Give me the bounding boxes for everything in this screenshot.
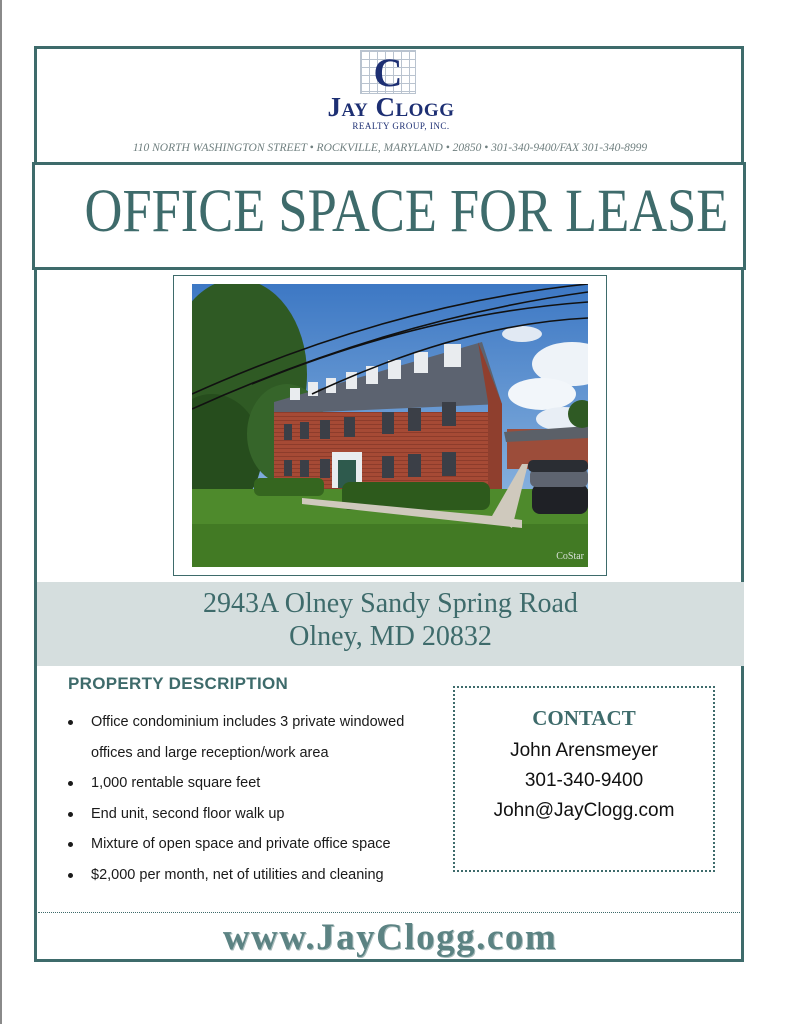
property-address-street: 2943A Olney Sandy Spring Road	[203, 588, 578, 619]
page-edge	[0, 0, 2, 1024]
bullet-icon	[68, 812, 73, 817]
list-item	[68, 860, 448, 891]
contact-name: John Arensmeyer	[510, 740, 658, 761]
contact-heading: CONTACT	[532, 706, 636, 730]
building-photo	[192, 284, 588, 567]
contact-email[interactable]: John@JayClogg.com	[493, 800, 675, 821]
contact-phone[interactable]: 301-340-9400	[524, 770, 644, 791]
photo-frame	[173, 275, 607, 576]
list-item-text: $2,000 per month, net of utilities and cleaning	[91, 866, 384, 883]
list-item-text: Mixture of open space and private office space	[91, 836, 391, 852]
bullet-icon	[68, 842, 73, 847]
title-banner	[32, 162, 746, 270]
bullet-icon	[68, 720, 73, 725]
footer-divider	[38, 912, 742, 913]
list-item	[68, 768, 448, 799]
logo-grid-mark	[360, 50, 416, 94]
list-item-text: End unit, second floor walk up	[91, 805, 285, 822]
address-band	[37, 582, 744, 666]
company-logo	[296, 50, 486, 134]
company-name: Jay Clogg	[327, 92, 455, 122]
list-item-text: Office condominium includes 3 private windowed	[91, 714, 405, 730]
page-title: OFFICE SPACE FOR LEASE	[84, 178, 729, 245]
contact-box	[453, 686, 715, 872]
list-item-text: offices and large reception/work area	[91, 744, 329, 761]
logo-letter: C	[373, 50, 403, 95]
company-address-line: 110 NORTH WASHINGTON STREET • ROCKVILLE, MARYLAND • 20850 • 301-340-9400/FAX 301-340-8999	[132, 142, 648, 154]
bullet-icon	[68, 781, 73, 786]
list-item	[68, 738, 448, 769]
list-item	[68, 799, 448, 830]
property-description-heading: PROPERTY DESCRIPTION	[68, 674, 289, 693]
photo-watermark: CoStar	[556, 551, 584, 562]
list-item-text: 1,000 rentable square feet	[91, 775, 261, 791]
property-description-list	[68, 707, 448, 890]
company-subtitle: REALTY GROUP, INC.	[352, 121, 450, 131]
list-item	[68, 829, 448, 860]
website-link[interactable]: www.JayClogg.com	[222, 917, 558, 958]
bullet-icon	[68, 873, 73, 878]
list-item	[68, 707, 448, 738]
property-address-city: Olney, MD 20832	[289, 621, 492, 652]
